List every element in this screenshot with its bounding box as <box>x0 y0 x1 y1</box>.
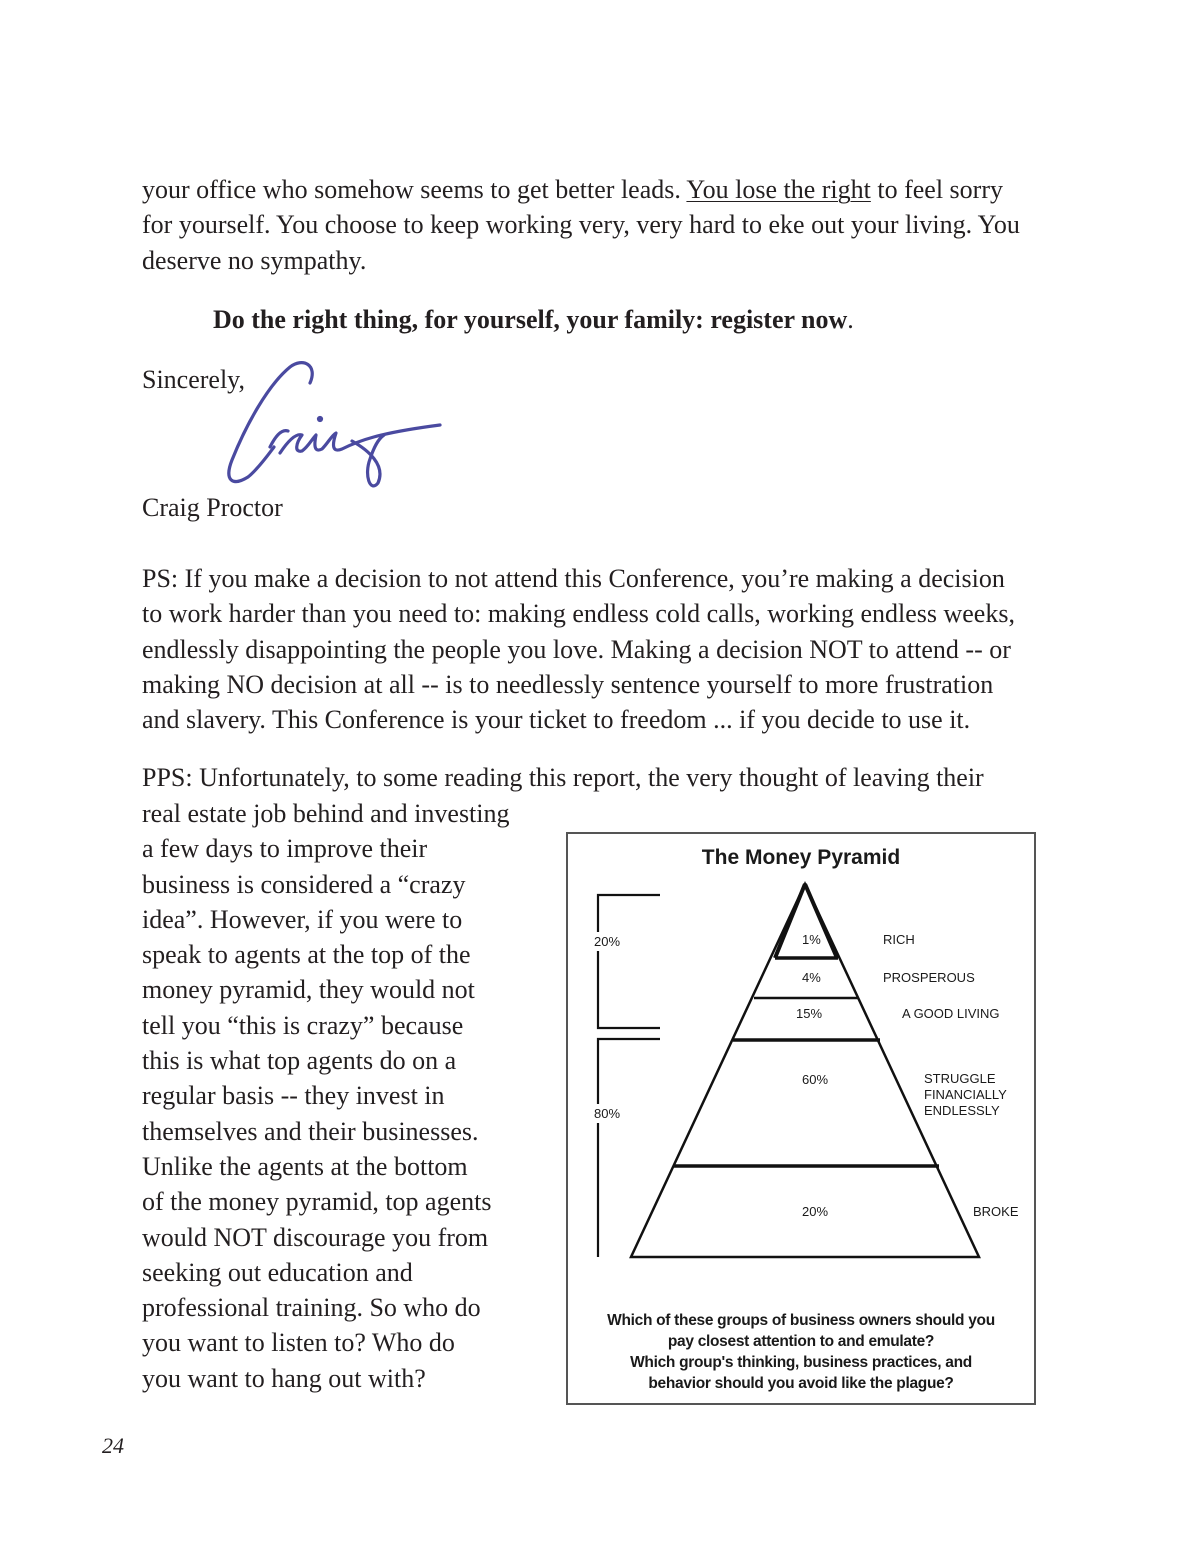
salutation: Sincerely, <box>142 365 245 394</box>
pps-line: money pyramid, they would not <box>142 975 475 1005</box>
ps-line: PS: If you make a decision to not attend this Conference, you’re making a decision <box>142 564 1005 593</box>
tier-label-good-living: A GOOD LIVING <box>902 1006 1000 1021</box>
tier-label-broke: BROKE <box>973 1204 1019 1219</box>
ps-line: endlessly disappointing the people you love. Making a decision NOT to attend -- or <box>142 634 1011 664</box>
pps-line: of the money pyramid, top agents <box>142 1187 492 1217</box>
caption-line: behavior should you avoid like the plague? <box>648 1375 954 1392</box>
pps-first-line: PPS: Unfortunately, to some reading this report, the very thought of leaving their <box>142 763 984 792</box>
call-to-action-period: . <box>847 305 854 334</box>
pps-line: business is considered a “crazy <box>142 869 466 899</box>
pps-line: themselves and their businesses. <box>142 1116 479 1146</box>
caption-line: Which of these groups of business owners should you <box>607 1312 995 1329</box>
bracket-label-top: 20% <box>594 934 621 949</box>
tier-percent-broke: 20% <box>802 1204 829 1219</box>
intro-text: your office who somehow seems to get better leads. <box>142 175 687 204</box>
page-number: 24 <box>102 1433 124 1458</box>
money-pyramid-figure <box>566 832 1036 1405</box>
ps-line: and slavery. This Conference is your ticket to freedom ... if you decide to use it. <box>142 705 971 735</box>
tier-label-prosperous: PROSPEROUS <box>883 970 975 985</box>
tier-percent-struggle: 60% <box>802 1072 829 1087</box>
pps-line: tell you “this is crazy” because <box>142 1010 464 1040</box>
tier-percent-prosperous: 4% <box>802 970 821 985</box>
ps-line: making NO decision at all -- is to needlessly sentence yourself to more frustration <box>142 669 994 699</box>
caption-line: Which group's thinking, business practices, and <box>630 1354 972 1371</box>
pps-line: real estate job behind and investing <box>142 799 510 828</box>
pps-line: you want to hang out with? <box>142 1363 426 1393</box>
caption-line: pay closest attention to and emulate? <box>667 1333 935 1350</box>
pps-line: Unlike the agents at the bottom <box>142 1151 468 1181</box>
intro-line-2: for yourself. You choose to keep working very, very hard to eke out your living. You <box>142 210 1020 240</box>
tier-percent-rich: 1% <box>802 932 821 947</box>
call-to-action <box>213 302 854 337</box>
intro-text: to feel sorry <box>870 175 1003 204</box>
underlined-phrase: You lose the right <box>686 175 871 204</box>
ps-line: to work harder than you need to: making endless cold calls, working endless weeks, <box>142 599 1015 629</box>
figure-title: The Money Pyramid <box>701 846 901 869</box>
pps-line: professional training. So who do <box>142 1293 481 1323</box>
intro-paragraph <box>142 172 1072 278</box>
figure-caption <box>568 1310 1034 1394</box>
bracket-label-bottom: 80% <box>594 1106 621 1121</box>
pps-line: this is what top agents do on a <box>142 1046 457 1076</box>
tier-label-line: FINANCIALLY <box>924 1087 1007 1102</box>
pps-line: idea”. However, if you were to <box>142 904 463 934</box>
call-to-action-bold: Do the right thing, for yourself, your family: register now <box>213 305 848 334</box>
pps-line: you want to listen to? Who do <box>142 1328 455 1358</box>
tier-label-rich: RICH <box>883 932 915 947</box>
signer-name: Craig Proctor <box>142 493 283 522</box>
tier-label-line: ENDLESSLY <box>924 1103 1000 1118</box>
intro-line-1 <box>142 172 1072 207</box>
tier-percent-good-living: 15% <box>796 1006 823 1021</box>
pps-paragraph <box>142 796 542 1396</box>
ps-paragraph <box>142 561 1082 737</box>
pps-line: regular basis -- they invest in <box>142 1081 445 1111</box>
pps-line: a few days to improve their <box>142 834 428 864</box>
intro-line-3: deserve no sympathy. <box>142 245 367 275</box>
tier-label-struggle <box>924 1071 1007 1119</box>
tier-label-line: STRUGGLE <box>924 1071 996 1086</box>
signature-image <box>218 355 448 495</box>
pps-line: seeking out education and <box>142 1257 413 1287</box>
pps-line: would NOT discourage you from <box>142 1222 489 1252</box>
pps-line: speak to agents at the top of the <box>142 940 471 970</box>
